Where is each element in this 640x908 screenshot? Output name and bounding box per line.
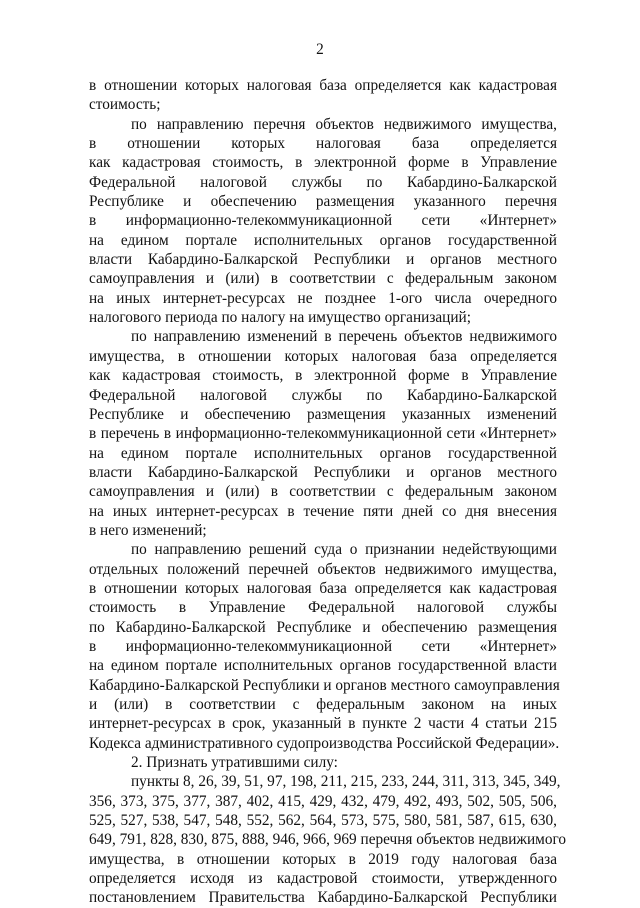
- text-line: пункты 8, 26, 39, 51, 97, 198, 211, 215, 233, 244, 311, 313, 345, 349,: [131, 773, 561, 791]
- text-line: и (или) в соответствии с федеральным законом на иных: [89, 696, 557, 713]
- text-line: как кадастровая стоимость, в электронной форме в Управление: [89, 154, 557, 172]
- text-line: власти Кабардино-Балкарской Республики и органов местного: [89, 251, 557, 269]
- text-line: Кодекса административного судопроизводства Российской Федерации».: [89, 734, 560, 752]
- text-line: имущества, в отношении которых налоговая база определяется: [89, 347, 557, 365]
- text-line: самоуправления и (или) в соответствии с федеральным законом: [89, 270, 557, 288]
- text-line: власти Кабардино-Балкарской Республики и органов местного: [89, 463, 557, 481]
- text-line: налогового периода по налогу на имущество организаций;: [89, 309, 471, 327]
- text-line: 356, 373, 375, 377, 387, 402, 415, 429, 432, 479, 492, 493, 502, 505, 506,: [89, 792, 557, 810]
- text-line: на иных интернет-ресурсах в течение пяти дней со дня внесения: [89, 502, 557, 520]
- text-line: в информационно-телекоммуникационной сети «Интернет»: [89, 637, 557, 655]
- text-line: по направлению решений суда о признании недействующими: [131, 541, 557, 559]
- text-line: самоуправления и (или) в соответствии с федеральным законом: [89, 483, 557, 501]
- text-line: на едином портале исполнительных органов государственной: [89, 444, 557, 462]
- text-line: в него изменений;: [89, 521, 207, 539]
- document-body: [89, 76, 567, 908]
- text-line: в отношении которых налоговая база определяется: [89, 135, 557, 153]
- page-number: 2: [316, 41, 324, 58]
- text-line: стоимость;: [89, 96, 161, 114]
- text-line: по направлению изменений в перечень объектов недвижимого: [131, 328, 557, 346]
- text-line: Республике и обеспечению размещения указанного перечня: [89, 193, 557, 211]
- text-line: стоимость в Управление Федеральной налоговой службы: [89, 599, 557, 617]
- text-line: в информационно-телекоммуникационной сети «Интернет»: [89, 212, 557, 230]
- text-line: по Кабардино-Балкарской Республике и обеспечению размещения: [89, 618, 557, 636]
- text-line: Республике и обеспечению размещения указанных изменений: [89, 405, 557, 423]
- text-line: 2. Признать утратившими силу:: [131, 754, 338, 772]
- text-line: Федеральной налоговой службы по Кабардино-Балкарской: [89, 386, 557, 404]
- text-line: Федеральной налоговой службы по Кабардино-Балкарской: [89, 173, 557, 191]
- text-line: в отношении которых налоговая база определяется как кадастровая: [89, 579, 557, 597]
- text-line: на едином портале исполнительных органов государственной власти: [89, 657, 557, 675]
- text-line: как кадастровая стоимость, в электронной форме в Управление: [89, 367, 557, 385]
- text-line: 649, 791, 828, 830, 875, 888, 946, 966, 969 перечня объектов недвижимого: [89, 831, 567, 849]
- text-line: определяется исходя из кадастровой стоимости, утвержденного: [89, 870, 557, 888]
- text-line: имущества, в отношении которых в 2019 году налоговая база: [89, 850, 557, 868]
- text-line: на едином портале исполнительных органов государственной: [89, 231, 557, 249]
- text-line: отдельных положений перечней объектов недвижимого имущества,: [89, 560, 557, 578]
- text-line: в отношении которых налоговая база определяется как кадастровая: [89, 77, 557, 94]
- text-line: по направлению перечня объектов недвижимого имущества,: [131, 115, 557, 133]
- text-line: интернет-ресурсах в срок, указанный в пункте 2 части 4 статьи 215: [89, 715, 557, 733]
- text-line: в перечень в информационно-телекоммуникационной сети «Интернет»: [89, 425, 557, 443]
- text-line: Кабардино-Балкарской Республики и органов местного самоуправления: [89, 676, 560, 694]
- text-line: на иных интернет-ресурсах не позднее 1-ого числа очередного: [89, 289, 557, 307]
- text-line: постановлением Правительства Кабардино-Балкарской Республики: [89, 889, 557, 907]
- text-line: 525, 527, 538, 547, 548, 552, 562, 564, 573, 575, 580, 581, 587, 615, 630,: [89, 812, 557, 830]
